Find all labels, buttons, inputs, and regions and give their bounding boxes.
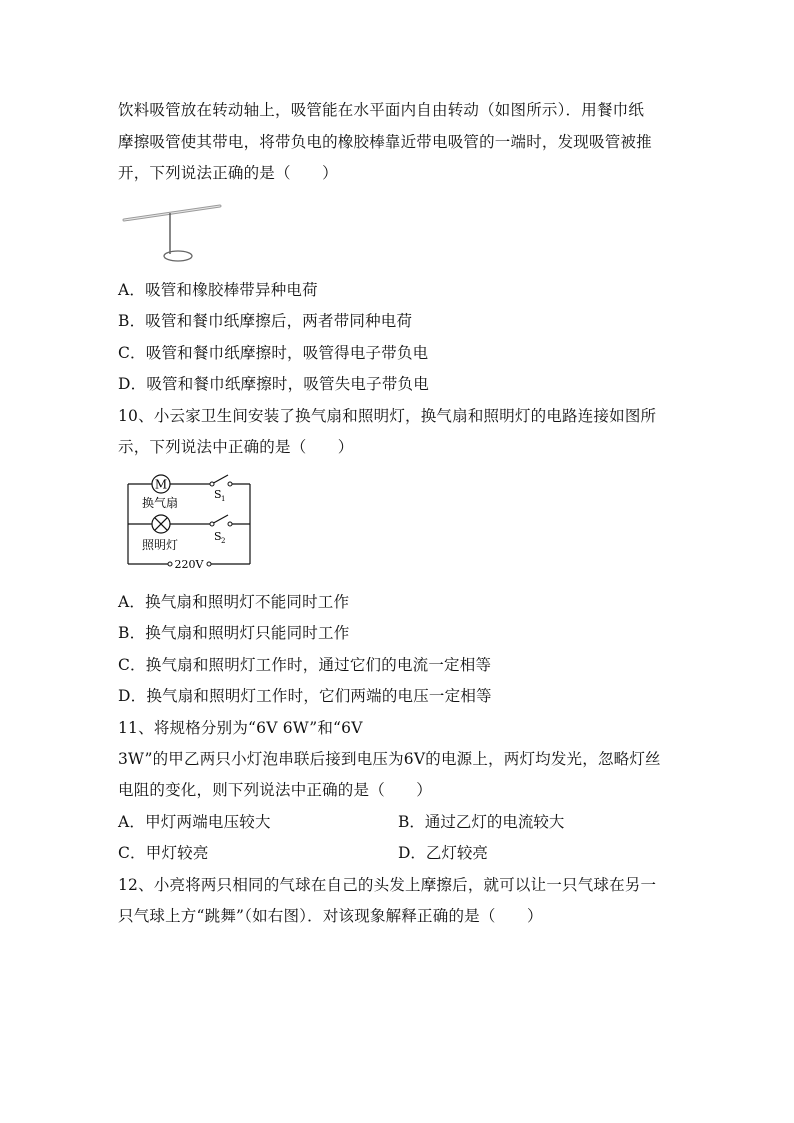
q12-stem-line-2: 只气球上方“跳舞”（如右图）．对该现象解释正确的是（ ） — [118, 907, 543, 925]
q9-stem-line-2: 摩擦吸管使其带电，将带负电的橡胶棒靠近带电吸管的一端时，发现吸管被推 — [118, 133, 652, 151]
switch-s2 — [214, 515, 229, 523]
q11-stem-line-2: 3W”的甲乙两只小灯泡串联后接到电压为6V的电源上，两灯均发光，忽略灯丝 — [118, 750, 661, 768]
switch2-label: S — [214, 530, 222, 543]
circuit-diagram — [122, 470, 256, 580]
motor-letter: M — [154, 477, 168, 492]
q10-option-d: D．换气扇和照明灯工作时，它们两端的电压一定相等 — [118, 687, 492, 705]
switch2-subscript: 2 — [221, 537, 226, 545]
q11-option-d: D．乙灯较亮 — [398, 844, 488, 862]
q12-stem-line-1: 12、小亮将两只相同的气球在自己的头发上摩擦后，就可以让一只气球在另一 — [118, 876, 657, 894]
q11-stem-line-1: 11、将规格分别为“6V 6W”和“6V — [118, 719, 363, 737]
q10-stem-line-2: 示，下列说法中正确的是（ ） — [118, 438, 354, 456]
switch1-subscript: 1 — [221, 495, 226, 503]
q9-option-d: D．吸管和餐巾纸摩擦时，吸管失电子带负电 — [118, 375, 429, 393]
q9-stem-line-1: 饮料吸管放在转动轴上，吸管能在水平面内自由转动（如图所示）．用餐巾纸 — [118, 101, 645, 119]
switch-s1 — [214, 475, 229, 483]
q11-option-c: C．甲灯较亮 — [118, 844, 209, 862]
q9-option-c: C．吸管和餐巾纸摩擦时，吸管得电子带负电 — [118, 344, 429, 362]
pivot-base — [164, 251, 192, 261]
q9-option-b: B．吸管和餐巾纸摩擦后，两者带同种电荷 — [118, 312, 413, 330]
lamp-label: 照明灯 — [142, 538, 179, 552]
switch1-label: S — [214, 488, 222, 501]
q11-stem-line-3: 电阻的变化，则下列说法中正确的是（ ） — [118, 781, 433, 799]
q10-option-a: A．换气扇和照明灯不能同时工作 — [118, 593, 350, 611]
q11-option-a: A．甲灯两端电压较大 — [118, 813, 271, 831]
q11-option-b: B．通过乙灯的电流较大 — [398, 813, 565, 831]
straw-on-pivot-figure — [118, 200, 228, 268]
fan-label: 换气扇 — [142, 496, 179, 510]
q10-option-c: C．换气扇和照明灯工作时，通过它们的电流一定相等 — [118, 656, 492, 674]
q10-stem-line-1: 10、小云家卫生间安装了换气扇和照明灯，换气扇和照明灯的电路连接如图所 — [118, 407, 657, 425]
voltage-label: 220V — [174, 558, 204, 571]
q10-option-b: B．换气扇和照明灯只能同时工作 — [118, 624, 350, 642]
q9-option-a: A．吸管和橡胶棒带异种电荷 — [118, 281, 318, 299]
q9-stem-line-3: 开，下列说法正确的是（ ） — [118, 164, 338, 182]
